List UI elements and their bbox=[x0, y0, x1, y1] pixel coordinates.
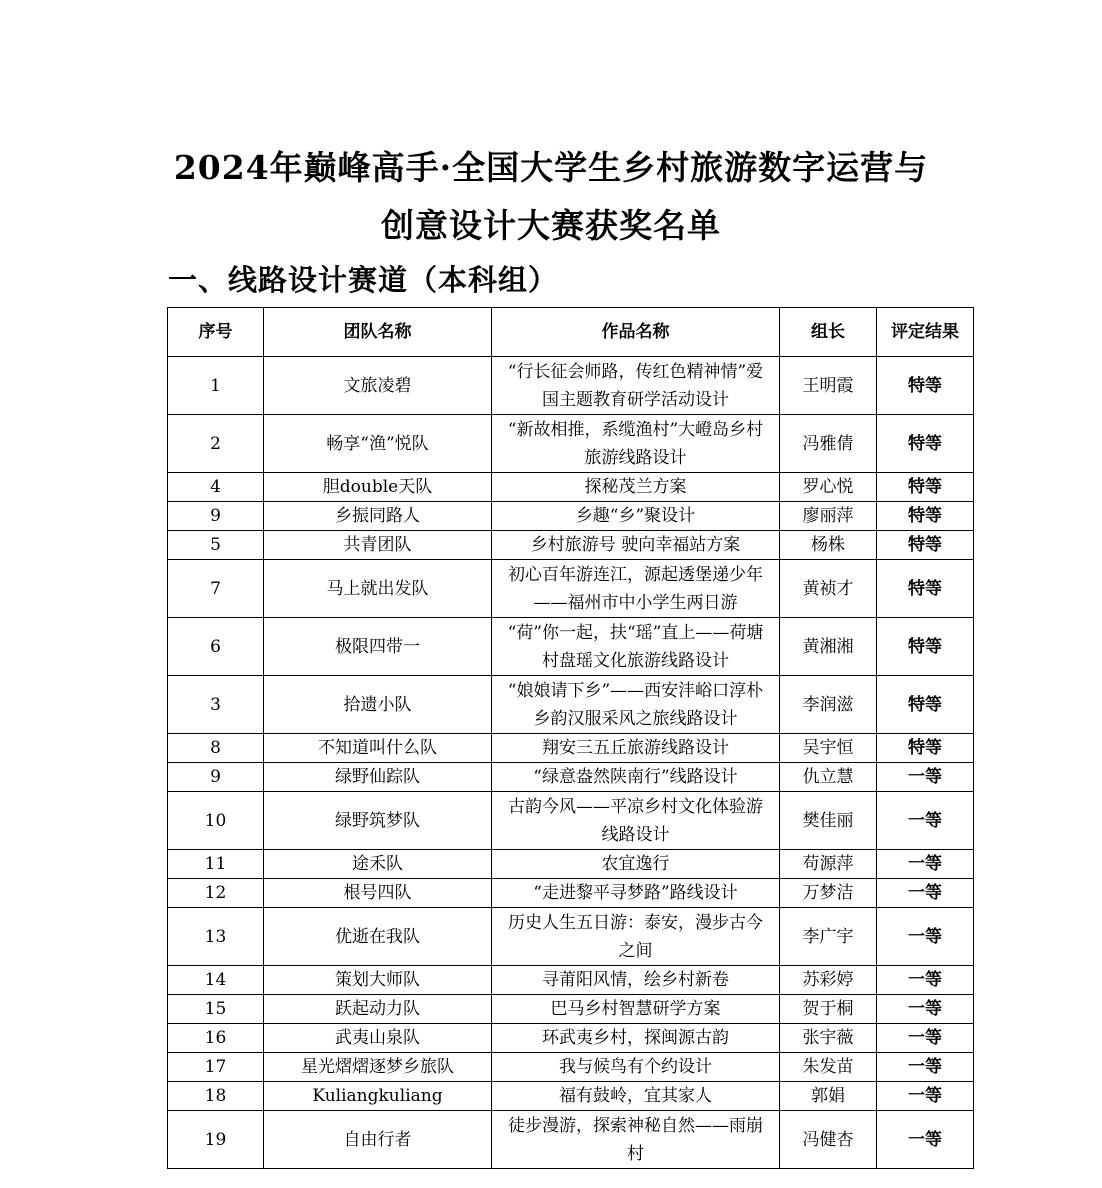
cell-result: 特等 bbox=[877, 734, 974, 763]
table-row bbox=[168, 357, 974, 415]
cell-no: 4 bbox=[168, 473, 264, 502]
header-team: 团队名称 bbox=[264, 308, 492, 357]
cell-leader: 罗心悦 bbox=[780, 473, 877, 502]
cell-work: “娘娘请下乡”——西安沣峪口淳朴乡韵汉服采风之旅线路设计 bbox=[492, 676, 780, 734]
cell-result: 特等 bbox=[877, 560, 974, 618]
cell-team: Kuliangkuliang bbox=[264, 1082, 492, 1111]
table-row bbox=[168, 1053, 974, 1082]
table-row bbox=[168, 792, 974, 850]
cell-team: 根号四队 bbox=[264, 879, 492, 908]
cell-leader: 李润滋 bbox=[780, 676, 877, 734]
table-row bbox=[168, 734, 974, 763]
cell-result: 特等 bbox=[877, 531, 974, 560]
cell-result: 特等 bbox=[877, 473, 974, 502]
cell-no: 10 bbox=[168, 792, 264, 850]
section-title: 一、线路设计赛道（本科组） bbox=[168, 263, 559, 297]
cell-work: 农宜逸行 bbox=[492, 850, 780, 879]
cell-team: 共青团队 bbox=[264, 531, 492, 560]
cell-leader: 朱发苗 bbox=[780, 1053, 877, 1082]
table-row bbox=[168, 618, 974, 676]
cell-leader: 黄湘湘 bbox=[780, 618, 877, 676]
cell-result: 一等 bbox=[877, 850, 974, 879]
header-result: 评定结果 bbox=[877, 308, 974, 357]
table-row bbox=[168, 1024, 974, 1053]
cell-result: 一等 bbox=[877, 763, 974, 792]
cell-leader: 杨株 bbox=[780, 531, 877, 560]
cell-leader: 郭娟 bbox=[780, 1082, 877, 1111]
cell-team: 极限四带一 bbox=[264, 618, 492, 676]
cell-team: 不知道叫什么队 bbox=[264, 734, 492, 763]
cell-result: 一等 bbox=[877, 792, 974, 850]
cell-work: 翔安三五丘旅游线路设计 bbox=[492, 734, 780, 763]
cell-no: 2 bbox=[168, 415, 264, 473]
cell-work: “新故相推，系缆渔村”大嶝岛乡村旅游线路设计 bbox=[492, 415, 780, 473]
cell-work: 初心百年游连江，源起透堡递少年——福州市中小学生两日游 bbox=[492, 560, 780, 618]
header-leader: 组长 bbox=[780, 308, 877, 357]
cell-team: 跃起动力队 bbox=[264, 995, 492, 1024]
cell-result: 一等 bbox=[877, 1082, 974, 1111]
table-row bbox=[168, 415, 974, 473]
cell-no: 6 bbox=[168, 618, 264, 676]
cell-no: 11 bbox=[168, 850, 264, 879]
table-row bbox=[168, 531, 974, 560]
cell-result: 一等 bbox=[877, 995, 974, 1024]
table-row bbox=[168, 763, 974, 792]
table-row bbox=[168, 995, 974, 1024]
header-no: 序号 bbox=[168, 308, 264, 357]
cell-leader: 贺于桐 bbox=[780, 995, 877, 1024]
cell-team: 星光熠熠逐梦乡旅队 bbox=[264, 1053, 492, 1082]
cell-work: 环武夷乡村，探闽源古韵 bbox=[492, 1024, 780, 1053]
header-work: 作品名称 bbox=[492, 308, 780, 357]
cell-result: 特等 bbox=[877, 618, 974, 676]
cell-no: 9 bbox=[168, 502, 264, 531]
table-row bbox=[168, 676, 974, 734]
table-row bbox=[168, 1082, 974, 1111]
cell-leader: 李广宇 bbox=[780, 908, 877, 966]
cell-result: 特等 bbox=[877, 502, 974, 531]
cell-team: 绿野筑梦队 bbox=[264, 792, 492, 850]
cell-team: 武夷山泉队 bbox=[264, 1024, 492, 1053]
cell-work: 福有鼓岭，宜其家人 bbox=[492, 1082, 780, 1111]
cell-leader: 吴宇恒 bbox=[780, 734, 877, 763]
cell-no: 13 bbox=[168, 908, 264, 966]
cell-no: 16 bbox=[168, 1024, 264, 1053]
cell-result: 一等 bbox=[877, 908, 974, 966]
document-title-line1: 2024年巅峰高手·全国大学生乡村旅游数字运营与 bbox=[173, 148, 929, 187]
cell-team: 畅享“渔”悦队 bbox=[264, 415, 492, 473]
cell-leader: 冯雅倩 bbox=[780, 415, 877, 473]
table-row bbox=[168, 850, 974, 879]
cell-team: 优逝在我队 bbox=[264, 908, 492, 966]
table-row bbox=[168, 966, 974, 995]
table-row bbox=[168, 560, 974, 618]
cell-no: 9 bbox=[168, 763, 264, 792]
cell-no: 17 bbox=[168, 1053, 264, 1082]
cell-result: 特等 bbox=[877, 415, 974, 473]
cell-work: “行长征会师路，传红色精神情”爱国主题教育研学活动设计 bbox=[492, 357, 780, 415]
cell-result: 特等 bbox=[877, 357, 974, 415]
cell-no: 14 bbox=[168, 966, 264, 995]
cell-team: 文旅凌碧 bbox=[264, 357, 492, 415]
cell-leader: 樊佳丽 bbox=[780, 792, 877, 850]
cell-team: 途禾队 bbox=[264, 850, 492, 879]
cell-no: 19 bbox=[168, 1111, 264, 1169]
cell-team: 乡振同路人 bbox=[264, 502, 492, 531]
cell-team: 马上就出发队 bbox=[264, 560, 492, 618]
cell-leader: 王明霞 bbox=[780, 357, 877, 415]
cell-no: 8 bbox=[168, 734, 264, 763]
cell-team: 自由行者 bbox=[264, 1111, 492, 1169]
cell-leader: 冯健杏 bbox=[780, 1111, 877, 1169]
cell-result: 一等 bbox=[877, 1111, 974, 1169]
cell-work: 乡趣“乡”聚设计 bbox=[492, 502, 780, 531]
table-row bbox=[168, 473, 974, 502]
cell-leader: 仇立慧 bbox=[780, 763, 877, 792]
table-body bbox=[168, 357, 974, 1169]
cell-team: 绿野仙踪队 bbox=[264, 763, 492, 792]
cell-leader: 廖丽萍 bbox=[780, 502, 877, 531]
cell-no: 5 bbox=[168, 531, 264, 560]
cell-leader: 黄祯才 bbox=[780, 560, 877, 618]
cell-no: 1 bbox=[168, 357, 264, 415]
table-row bbox=[168, 502, 974, 531]
cell-team: 策划大师队 bbox=[264, 966, 492, 995]
table-row bbox=[168, 879, 974, 908]
cell-work: 徒步漫游，探索神秘自然——雨崩村 bbox=[492, 1111, 780, 1169]
cell-leader: 张宇薇 bbox=[780, 1024, 877, 1053]
document-title-line2: 创意设计大赛获奖名单 bbox=[381, 206, 721, 245]
cell-no: 3 bbox=[168, 676, 264, 734]
cell-team: 胆double天队 bbox=[264, 473, 492, 502]
cell-result: 一等 bbox=[877, 966, 974, 995]
table-header-row bbox=[168, 308, 974, 357]
cell-work: “荷”你一起，扶“瑶”直上——荷塘村盘瑶文化旅游线路设计 bbox=[492, 618, 780, 676]
cell-leader: 万梦洁 bbox=[780, 879, 877, 908]
cell-no: 15 bbox=[168, 995, 264, 1024]
cell-no: 7 bbox=[168, 560, 264, 618]
cell-result: 一等 bbox=[877, 1024, 974, 1053]
cell-leader: 苏彩婷 bbox=[780, 966, 877, 995]
cell-no: 12 bbox=[168, 879, 264, 908]
cell-work: 探秘茂兰方案 bbox=[492, 473, 780, 502]
cell-work: 乡村旅游号 驶向幸福站方案 bbox=[492, 531, 780, 560]
cell-result: 一等 bbox=[877, 1053, 974, 1082]
cell-work: 历史人生五日游：泰安，漫步古今之间 bbox=[492, 908, 780, 966]
cell-work: “绿意盎然陕南行”线路设计 bbox=[492, 763, 780, 792]
cell-work: 我与候鸟有个约设计 bbox=[492, 1053, 780, 1082]
cell-result: 一等 bbox=[877, 879, 974, 908]
awards-table bbox=[167, 307, 974, 1169]
cell-work: 巴马乡村智慧研学方案 bbox=[492, 995, 780, 1024]
cell-team: 拾遗小队 bbox=[264, 676, 492, 734]
cell-work: 古韵今风——平凉乡村文化体验游线路设计 bbox=[492, 792, 780, 850]
cell-no: 18 bbox=[168, 1082, 264, 1111]
table-row bbox=[168, 1111, 974, 1169]
cell-work: “走进黎平寻梦路”路线设计 bbox=[492, 879, 780, 908]
table-row bbox=[168, 908, 974, 966]
cell-leader: 苟源萍 bbox=[780, 850, 877, 879]
cell-result: 特等 bbox=[877, 676, 974, 734]
cell-work: 寻莆阳风情，绘乡村新卷 bbox=[492, 966, 780, 995]
